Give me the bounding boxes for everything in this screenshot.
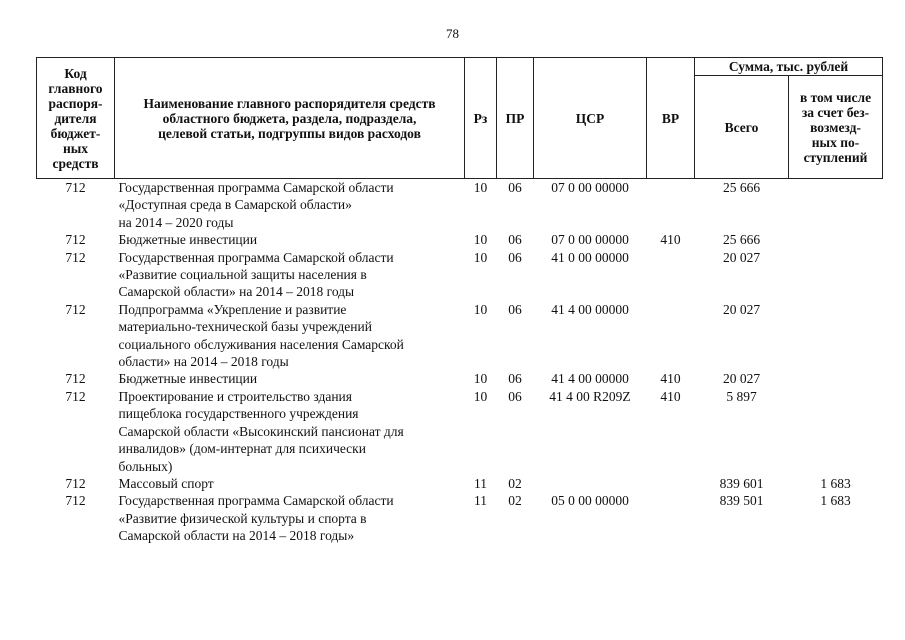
name-line: больных) <box>118 458 173 474</box>
cell-pr: 06 <box>508 388 522 404</box>
header-line: бюджет- <box>50 125 101 141</box>
cell-name <box>115 301 465 371</box>
cell-total: 25 666 <box>722 232 761 248</box>
cell-name <box>115 249 465 301</box>
cell-rz: 10 <box>473 388 488 404</box>
name-line: Государственная программа Самарской области <box>118 493 394 509</box>
cell-code: 712 <box>65 232 86 248</box>
header-line: в том числе <box>799 89 872 105</box>
table-row <box>37 249 883 301</box>
name-line: Самарской области» на 2014 – 2018 годы <box>118 284 355 300</box>
header-total: Всего <box>695 76 789 179</box>
header-line: ступлений <box>803 149 868 165</box>
cell-rz: 11 <box>474 493 487 509</box>
cell-code: 712 <box>65 249 86 265</box>
name-line: Массовый спорт <box>118 475 214 491</box>
cell-code: 712 <box>65 371 86 387</box>
cell-total: 839 601 <box>719 475 764 491</box>
cell-vr <box>647 475 695 492</box>
header-line: главного <box>48 80 103 96</box>
cell-free-receipts: 1 683 <box>820 493 851 509</box>
cell-free-receipts <box>789 231 883 248</box>
cell-name <box>115 370 465 387</box>
cell-code: 712 <box>65 388 86 404</box>
cell-csr: 07 0 00 00000 <box>551 180 629 195</box>
name-line: материально-технической базы учреждений <box>118 319 372 335</box>
name-line: Бюджетные инвестиции <box>118 232 258 248</box>
cell-rz: 10 <box>473 301 488 317</box>
cell-rz: 11 <box>474 475 487 491</box>
cell-csr: 05 0 00 00000 <box>551 493 629 509</box>
cell-vr <box>647 301 695 371</box>
header-line: дителя <box>54 110 97 126</box>
cell-total: 20 027 <box>722 249 761 265</box>
cell-csr: 41 0 00 00000 <box>551 249 629 265</box>
name-line: Самарской области на 2014 – 2018 годы» <box>118 528 355 544</box>
header-line: ных по- <box>811 134 860 150</box>
cell-total: 20 027 <box>722 301 761 317</box>
header-csr: ЦСР <box>534 58 647 179</box>
cell-name <box>115 388 465 475</box>
cell-vr: 410 <box>660 388 681 404</box>
header-line: распоря- <box>48 95 103 111</box>
name-line: Государственная программа Самарской области <box>118 249 394 265</box>
header-line: областного бюджета, раздела, подраздела, <box>162 110 417 126</box>
cell-total: 839 501 <box>719 493 764 509</box>
table-row <box>37 388 883 475</box>
cell-pr: 06 <box>508 249 522 265</box>
name-line: Подпрограмма «Укрепление и развитие <box>118 301 347 317</box>
cell-total: 20 027 <box>722 371 761 387</box>
name-line: на 2014 – 2020 годы <box>118 214 234 230</box>
cell-pr: 06 <box>508 232 522 248</box>
cell-name <box>115 492 465 546</box>
budget-table <box>36 57 883 547</box>
cell-code: 712 <box>65 301 86 317</box>
cell-vr <box>647 249 695 301</box>
cell-csr: 41 4 00 R209Z <box>549 388 631 404</box>
name-line: социального обслуживания населения Самарской <box>118 336 404 352</box>
name-line: Бюджетные инвестиции <box>118 371 258 387</box>
cell-rz: 10 <box>473 249 488 265</box>
header-name <box>115 58 465 179</box>
header-line: возмезд- <box>810 119 861 135</box>
cell-code: 712 <box>65 475 86 491</box>
name-line: инвалидов» (дом-интернат для психически <box>118 441 366 457</box>
table-row <box>37 301 883 371</box>
cell-total: 5 897 <box>726 388 757 404</box>
name-line: «Развитие физической культуры и спорта в <box>118 510 367 526</box>
cell-pr: 06 <box>508 371 522 387</box>
cell-code: 712 <box>65 493 86 509</box>
cell-pr: 06 <box>508 180 522 195</box>
cell-csr <box>534 475 647 492</box>
name-line: области» на 2014 – 2018 годы <box>118 354 289 370</box>
table-row <box>37 179 883 232</box>
header-line: ных <box>62 140 89 156</box>
table-header <box>37 58 883 179</box>
cell-total: 25 666 <box>722 180 761 195</box>
cell-csr: 41 4 00 00000 <box>551 301 629 317</box>
cell-free-receipts <box>789 388 883 475</box>
name-line: пищеблока государственного учреждения <box>118 406 359 422</box>
cell-free-receipts <box>789 179 883 232</box>
header-rz: Рз <box>465 58 497 179</box>
name-line: «Доступная среда в Самарской области» <box>118 197 352 213</box>
name-line: Проектирование и строительство здания <box>118 388 352 404</box>
name-line: Государственная программа Самарской области <box>118 180 394 195</box>
cell-name <box>115 475 465 492</box>
cell-vr <box>647 492 695 546</box>
header-line: средств <box>52 155 99 171</box>
name-line: «Развитие социальной защиты населения в <box>118 267 367 283</box>
header-pr: ПР <box>497 58 534 179</box>
cell-free-receipts <box>789 249 883 301</box>
cell-pr: 02 <box>508 475 522 491</box>
header-line: целевой статьи, подгруппы видов расходов <box>158 125 421 141</box>
table-body <box>37 179 883 547</box>
cell-code: 712 <box>65 180 86 195</box>
cell-name <box>115 231 465 248</box>
cell-vr: 410 <box>660 371 681 387</box>
header-code <box>37 58 115 179</box>
cell-pr: 06 <box>508 301 522 317</box>
table-row <box>37 475 883 492</box>
cell-vr <box>647 179 695 232</box>
cell-csr: 41 4 00 00000 <box>551 371 629 387</box>
table-row <box>37 370 883 387</box>
cell-free-receipts: 1 683 <box>820 475 851 491</box>
cell-rz: 10 <box>473 180 488 195</box>
cell-pr: 02 <box>508 493 522 509</box>
cell-free-receipts <box>789 370 883 387</box>
cell-rz: 10 <box>473 232 488 248</box>
header-line: за счет без- <box>801 104 870 120</box>
header-sum-group: Сумма, тыс. рублей <box>695 58 883 76</box>
cell-csr: 07 0 00 00000 <box>551 232 629 248</box>
header-line: Код <box>64 65 87 81</box>
header-vr: ВР <box>647 58 695 179</box>
cell-free-receipts <box>789 301 883 371</box>
page-number: 78 <box>446 26 459 41</box>
cell-name <box>115 179 465 232</box>
cell-rz: 10 <box>473 371 488 387</box>
cell-vr: 410 <box>660 232 681 248</box>
header-line: Наименование главного распорядителя средств <box>143 95 436 111</box>
header-free-receipts <box>789 76 883 179</box>
table-row <box>37 492 883 546</box>
table-row <box>37 231 883 248</box>
name-line: Самарской области «Высокинский пансионат для <box>118 423 404 439</box>
